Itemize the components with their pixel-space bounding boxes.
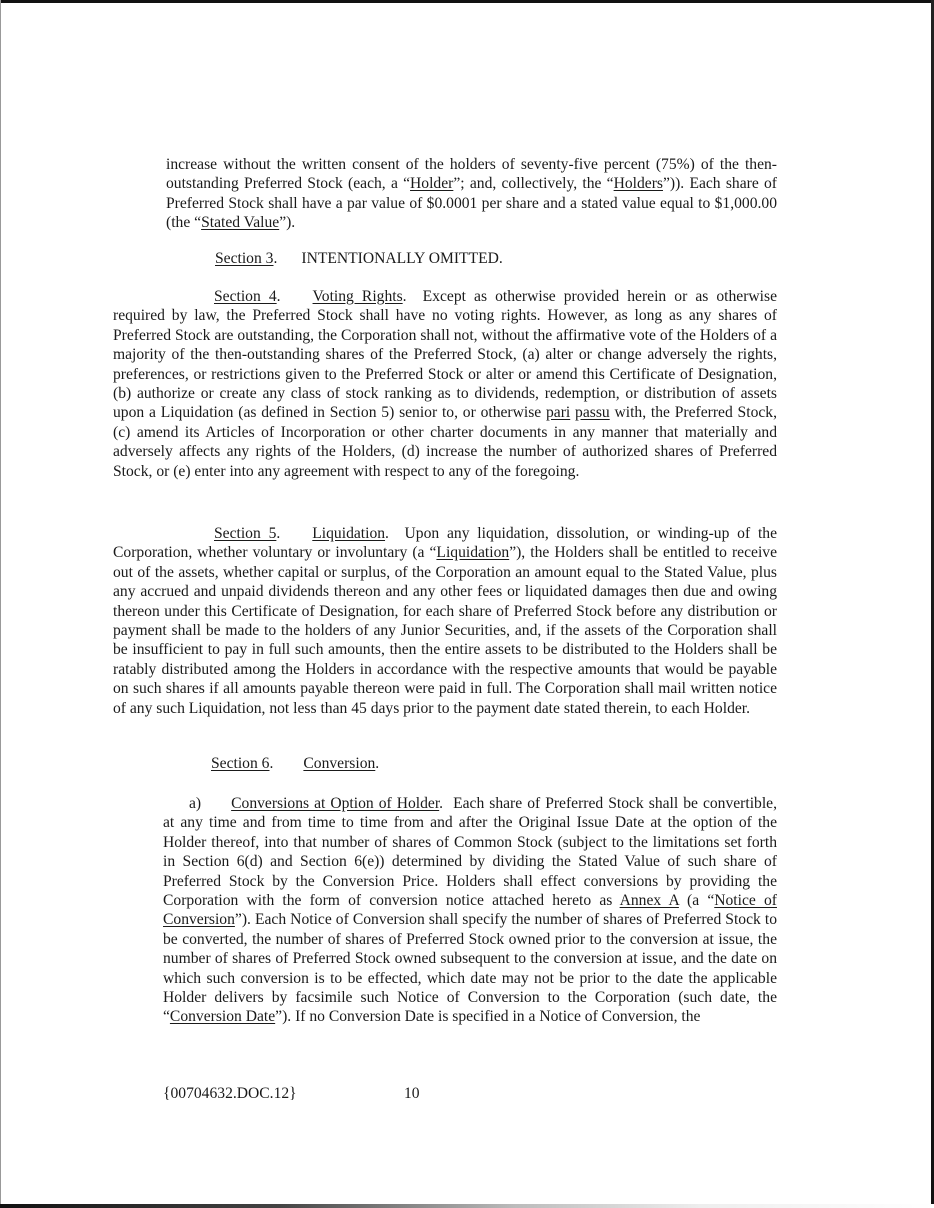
section-number: Section 3 <box>215 250 274 267</box>
section-6a: a) Conversions at Option of Holder. Each share of Preferred Stock shall be convertible, at any time and from time to time from and after the Original Issue Date at the option of the Holder thereof, into that number of shares of Common Stock (subject to the limitations set forth in Section 6(d) and Section 6(e)) determined by dividing the Stated Value of such share of Preferred Stock by the Conversion Price. Holders shall effect conversions by providing the Corporation with the form of conversion notice attached hereto as Annex A (a “Notice of Conversion”). Each Notice of Conversion shall specify the number of shares of Preferred Stock to be converted, the number of shares of Preferred Stock owned prior to the conversion at issue, the number of shares of Preferred Stock owned subsequent to the conversion at issue, and the date on which such conversion is to be effected, which date may not be prior to the date the applicable Holder delivers by facsimile such Notice of Conversion to the Corporation (such date, the “Conversion Date”). If no Conversion Date is specified in a Notice of Conversion, the <box>163 795 777 1026</box>
section-number: Section 5 <box>214 525 277 542</box>
paragraph-text: Except as otherwise provided herein or as otherwise required by law, the Preferred Stock shall have no voting rights. However, as long as any shares of Preferred Stock are outstanding, the Corporation shall not, without the affirmative vote of the Holders of a majority of the then-outstanding shares of the Preferred Stock, (a) alter or change adversely the rights, preferences, or restrictions given to the Preferred Stock or alter or amend this Certificate of Designation, (b) authorize or create any class of stock ranking as to dividends, redemption, or distribution of assets upon a Liquidation (as defined in Section 5) senior to, or otherwise <box>113 288 777 422</box>
defined-term-conversion-date: Conversion Date <box>169 1008 276 1026</box>
defined-term-liquidation: Liquidation <box>436 544 510 562</box>
paragraph-text: Each share of Preferred Stock shall be convertible, at any time and from time to time from and after the Original Issue Date at the option of the Holder thereof, into that number of shares of Common Stock (subject to the limitations set forth in Section 6(d) and Section 6(e)) determined by dividing the Stated Value of such share of Preferred Stock by the Conversion Price. Holders shall effect conversions by providing the Corporation with the form of conversion notice attached hereto as <box>163 795 777 910</box>
paragraph-text: ”). If no Conversion Date is specified in a Notice of Conversion, the <box>275 1008 701 1026</box>
term-pari: pari <box>546 404 571 422</box>
scan-border-bottom <box>0 1204 934 1208</box>
paragraph-text: increase without the written consent of the holders of seventy-five percent (75%) of the then-outstanding Preferred Stock (each, a “ <box>166 156 777 193</box>
paragraph-text: ”; and, collectively, the “ <box>453 175 614 193</box>
paragraph-text: ”)). Each share of Preferred Stock shall have a par value of $0.0001 per share and a stated value equal to $1,000.00 (the “ <box>166 175 777 232</box>
paragraph-text: ”). <box>279 214 296 232</box>
continuation-paragraph <box>166 155 777 233</box>
section-5: Section 5. Liquidation. Upon any liquidation, dissolution, or winding-up of the Corporation, whether voluntary or involuntary (a “Liquidation”), the Holders shall be entitled to receive out of the assets, whether capital or surplus, of the Corporation an amount equal to the Stated Value, plus any accrued and unpaid dividends thereon and any other fees or liquidated damages then due and owing thereon under this Certificate of Designation, for each share of Preferred Stock before any distribution or payment shall be made to the holders of any Junior Securities, and, if the assets of the Corporation shall be insufficient to pay in full such amounts, then the entire assets to be distributed to the Holders shall be ratably distributed among the Holders in accordance with the respective amounts that would be payable on such shares if all amounts payable thereon were paid in full. The Corporation shall mail written notice of any such Liquidation, not less than 45 days prior to the payment date stated therein, to each Holder. <box>113 525 777 717</box>
scan-border-top <box>0 0 934 3</box>
paragraph-text: with, the Preferred Stock, (c) amend its Articles of Incorporation or other charter documents in any manner that materially and adversely affects any rights of the Holders, (d) increase the number of authorized shares of Preferred Stock, or (e) enter into any agreement with respect to any of the foregoing. <box>113 404 777 480</box>
term-passu: passu <box>575 404 610 422</box>
defined-term-holders: Holders <box>613 175 663 193</box>
defined-term-holder: Holder <box>410 175 454 193</box>
section-number: Section 6 <box>211 755 270 772</box>
paragraph-text: Upon any liquidation, dissolution, or winding-up of the Corporation, whether voluntary or involuntary (a “ <box>113 525 777 562</box>
section-number: Section 4 <box>214 288 277 305</box>
paragraph-text: ”). Each Notice of Conversion shall specify the number of shares of Preferred Stock to be converted, the number of shares of Preferred Stock owned prior to the conversion at issue, the number of shares of Preferred Stock owned subsequent to the conversion at issue, and the date on which such conversion is to be effected, which date may not be prior to the date the applicable Holder delivers by facsimile such Notice of Conversion to the Corporation (such date, the “ <box>163 911 777 1026</box>
footer-page-number: 10 <box>404 1085 420 1102</box>
subsection-label: a) <box>189 795 202 812</box>
paragraph-text: (a “ <box>678 892 715 910</box>
defined-term-stated-value: Stated Value <box>201 214 280 232</box>
section-title: Voting Rights <box>312 288 403 305</box>
scan-border-left <box>0 0 1 1208</box>
subsection-title: Conversions at Option of Holder <box>231 795 440 812</box>
paragraph-text: ”), the Holders shall be entitled to receive out of the assets, whether capital or surplus, of the Corporation an amount equal to the Stated Value, plus any accrued and unpaid dividends thereon and any other fees or liquidated damages then due and owing thereon under this Certificate of Designation, for each share of Preferred Stock before any distribution or payment shall be made to the holders of any Junior Securities, and, if the assets of the Corporation shall be insufficient to pay in full such amounts, then the entire assets to be distributed to the Holders shall be ratably distributed among the Holders in accordance with the respective amounts that would be payable on such shares if all amounts payable thereon were paid in full. The Corporation shall mail written notice of any such Liquidation, not less than 45 days prior to the payment date stated therein, to each Holder. <box>113 544 777 717</box>
defined-term-notice-of-conversion: Notice of Conversion <box>163 892 777 929</box>
section-6-heading: Section 6. Conversion. <box>211 755 380 772</box>
section-title: Conversion <box>303 755 376 772</box>
section-4: Section 4. Voting Rights. Except as otherwise provided herein or as otherwise required by law, the Preferred Stock shall have no voting rights. However, as long as any shares of Preferred Stock are outstanding, the Corporation shall not, without the affirmative vote of the Holders of a majority of the then-outstanding shares of the Preferred Stock, (a) alter or change adversely the rights, preferences, or restrictions given to the Preferred Stock or alter or amend this Certificate of Designation, (b) authorize or create any class of stock ranking as to dividends, redemption, or distribution of assets upon a Liquidation (as defined in Section 5) senior to, or otherwise pari passu with, the Preferred Stock, (c) amend its Articles of Incorporation or other charter documents in any manner that materially and adversely affects any rights of the Holders, (d) increase the number of authorized shares of Preferred Stock, or (e) enter into any agreement with respect to any of the foregoing. <box>113 288 777 480</box>
section-title: Liquidation <box>312 525 386 542</box>
section-title: INTENTIONALLY OMITTED. <box>301 250 503 267</box>
section-3: Section 3. INTENTIONALLY OMITTED. <box>215 250 503 267</box>
term-annex-a: Annex A <box>619 892 679 910</box>
footer-document-id: {00704632.DOC.12} <box>163 1085 297 1102</box>
